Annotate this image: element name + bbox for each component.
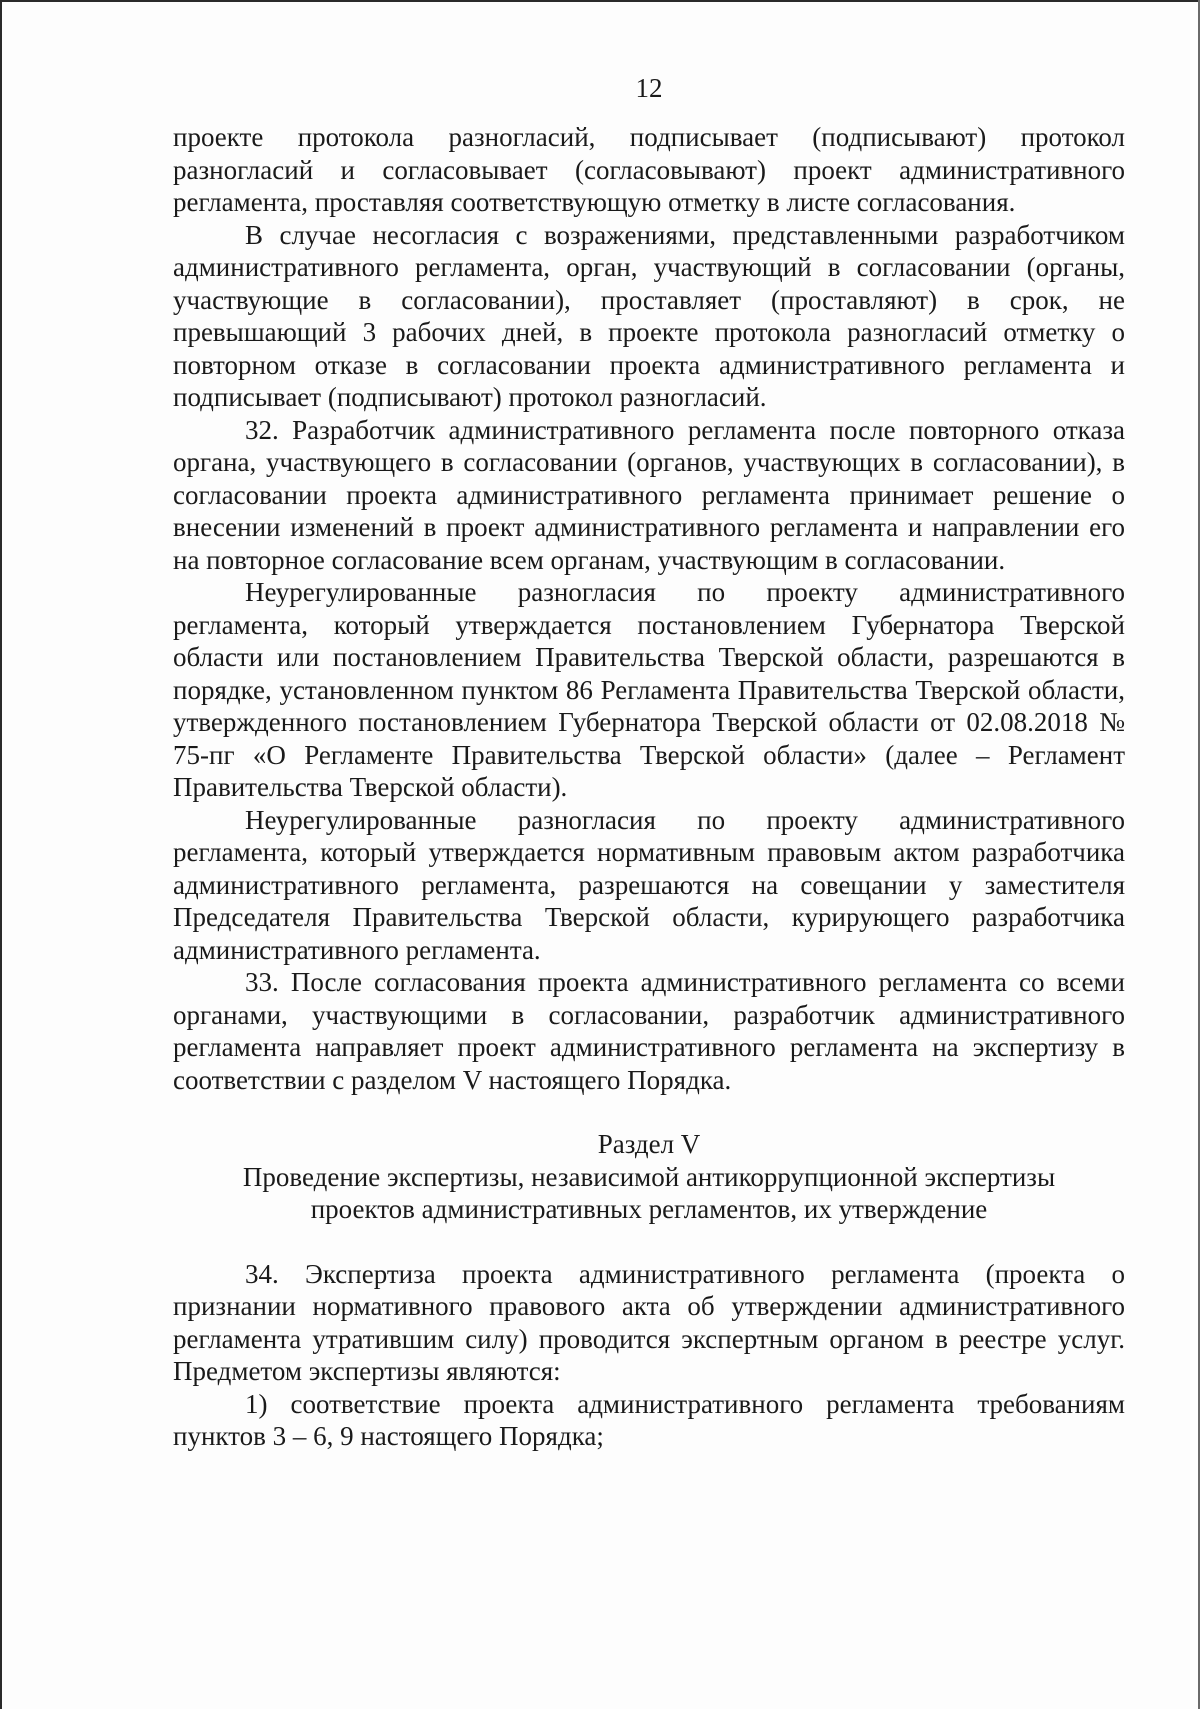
paragraph-disagreement: В случае несогласия с возражениями, представленными разработчиком административного регламента, орган, участвующий в согласовании (органы, участвующие в согласовании), проставляет (проставляют) в срок, не превышающий 3 рабочих дней, в проекте протокола разногласий отметку о повторном отказе в согласовании проекта административного регламента и подписывает (подписывают) протокол разногласий. (173, 219, 1125, 412)
scan-border-top (0, 0, 1200, 2)
paragraph-34-item-1: 1) соответствие проекта административного регламента требованиям пунктов 3 – 6, 9 настоящего Порядка; (173, 1388, 1125, 1451)
section-subtitle-line-1: Проведение экспертизы, независимой антикоррупционной экспертизы (242, 1161, 1056, 1192)
continuation-paragraph: проекте протокола разногласий, подписывает (подписывают) протокол разногласий и согласовывает (согласовывают) проект административного регламента, проставляя соответствующую отметку в листе согласования. (173, 122, 1125, 217)
paragraph-unresolved-governor: Неурегулированные разногласия по проекту административного регламента, который утверждается постановлением Губернатора Тверской области или постановлением Правительства Тверской области, разрешаются в порядке, установленном пунктом 86 Регламента Правительства Тверской области, утвержденного постановлением Губернатора Тверской области от 02.08.2018 № 75-пг «О Регламенте Правительства Тверской области» (далее – Регламент Правительства Тверской области). (173, 577, 1125, 802)
page-number: 12 (635, 73, 663, 103)
paragraph-unresolved-developer: Неурегулированные разногласия по проекту административного регламента, который утверждается нормативным правовым актом разработчика административного регламента, разрешаются на совещании у заместителя Председателя Правительства Тверской области, курирующего разработчика административного регламента. (173, 804, 1125, 965)
scan-border-left (0, 0, 2, 1709)
section-subtitle-line-2: проектов административных регламентов, их утверждение (310, 1194, 988, 1224)
paragraph-34: 34. Экспертиза проекта административного регламента (проекта о признании нормативного правового акта об утверждении административного регламента утратившим силу) проводится экспертным органом в реестре услуг. Предметом экспертизы являются: (173, 1258, 1125, 1386)
paragraph-32: 32. Разработчик административного регламента после повторного отказа органа, участвующего в согласовании (органов, участвующих в согласовании), в согласовании проекта административного регламента принимает решение о внесении изменений в проект административного регламента и направлении его на повторное согласование всем органам, участвующим в согласовании. (173, 414, 1125, 575)
document-body (173, 121, 1125, 1453)
section-title: Раздел V (597, 1129, 701, 1159)
paragraph-33: 33. После согласования проекта административного регламента со всеми органами, участвующими в согласовании, разработчик административного регламента направляет проект административного регламента на экспертизу в соответствии с разделом V настоящего Порядка. (173, 967, 1125, 1095)
section-spacer-after (173, 1226, 1125, 1258)
section-spacer (173, 1096, 1125, 1128)
